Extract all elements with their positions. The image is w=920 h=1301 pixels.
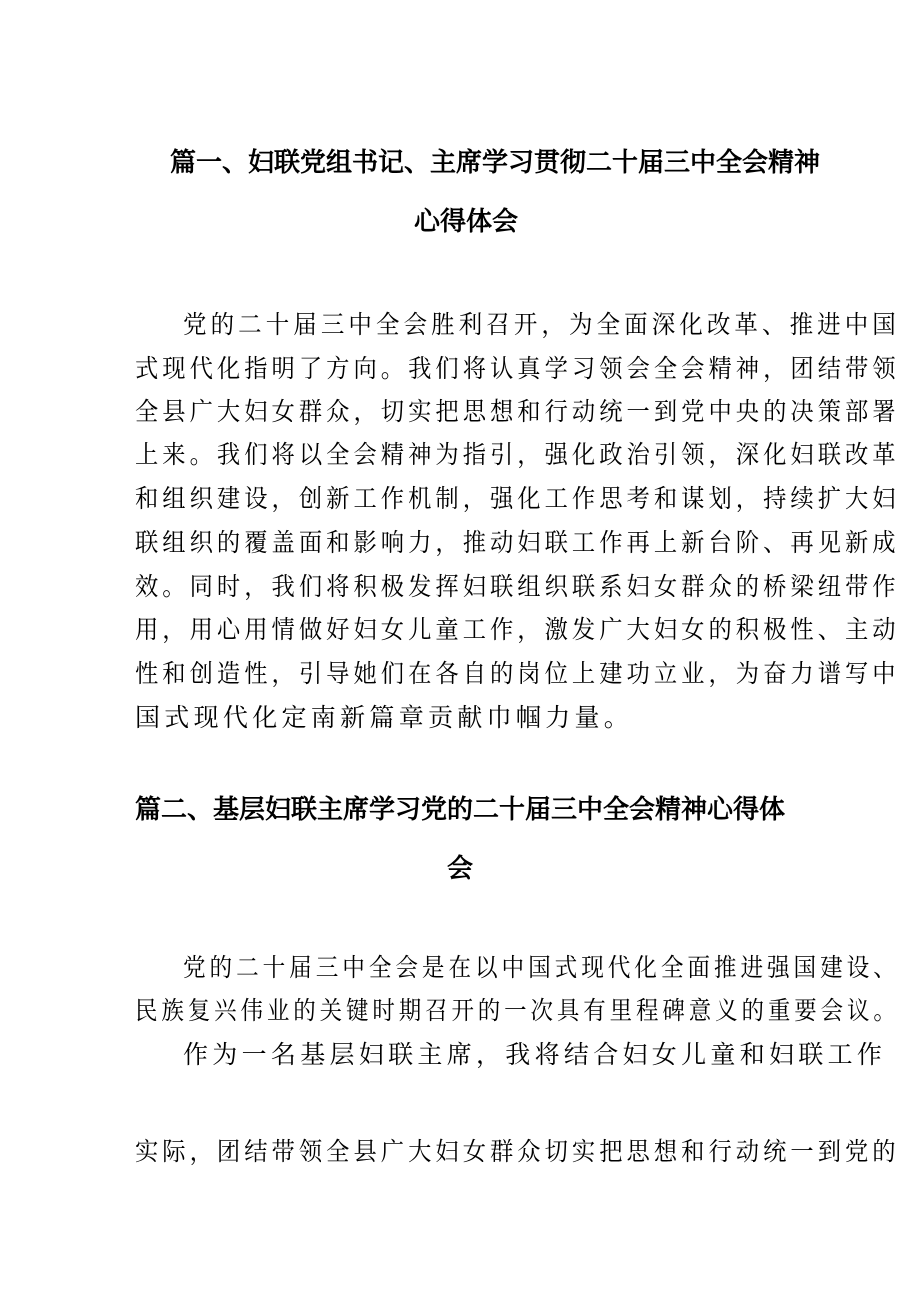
section-1-paragraph-line: 性和创造性，引导她们在各自的岗位上建功立业，为奋力谱写中 bbox=[135, 659, 900, 688]
section-2-paragraph-line: 实际，团结带领全县广大妇女群众切实把思想和行动统一到党的 bbox=[135, 1137, 900, 1166]
section-1-paragraph-line: 联组织的覆盖面和影响力，推动妇联工作再上新台阶、再见新成 bbox=[135, 528, 900, 557]
section-1-paragraph-line: 国式现代化定南新篇章贡献巾帼力量。 bbox=[135, 703, 634, 732]
section-1-paragraph-line: 全县广大妇女群众，切实把思想和行动统一到党中央的决策部署 bbox=[135, 397, 900, 426]
section-2-paragraph-line: 党的二十届三中全会是在以中国式现代化全面推进强国建设、 bbox=[183, 953, 900, 982]
section-2-title-line-1: 篇二、基层妇联主席学习党的二十届三中全会精神心得体 bbox=[135, 795, 786, 825]
section-2-title-line-2: 会 bbox=[447, 854, 474, 884]
section-1-paragraph-line: 党的二十届三中全会胜利召开，为全面深化改革、推进中国 bbox=[183, 310, 900, 339]
section-1-paragraph-line: 用，用心用情做好妇女儿童工作，激发广大妇女的积极性、主动 bbox=[135, 615, 900, 644]
section-1-paragraph-line: 效。同时，我们将积极发挥妇联组织联系妇女群众的桥梁纽带作 bbox=[135, 572, 900, 601]
section-1-paragraph-line: 和组织建设，创新工作机制，强化工作思考和谋划，持续扩大妇 bbox=[135, 484, 900, 513]
section-2-paragraph-line: 民族复兴伟业的关键时期召开的一次具有里程碑意义的重要会议。 bbox=[135, 996, 900, 1025]
section-1-title-line-1: 篇一、妇联党组书记、主席学习贯彻二十届三中全会精神 bbox=[170, 148, 821, 178]
section-1-title-line-2: 心得体会 bbox=[414, 207, 519, 237]
section-2-paragraph-line: 作为一名基层妇联主席，我将结合妇女儿童和妇联工作 bbox=[183, 1040, 887, 1069]
section-1-paragraph-line: 式现代化指明了方向。我们将认真学习领会全会精神，团结带领 bbox=[135, 354, 900, 383]
section-1-paragraph-line: 上来。我们将以全会精神为指引，强化政治引领，深化妇联改革 bbox=[135, 440, 900, 469]
